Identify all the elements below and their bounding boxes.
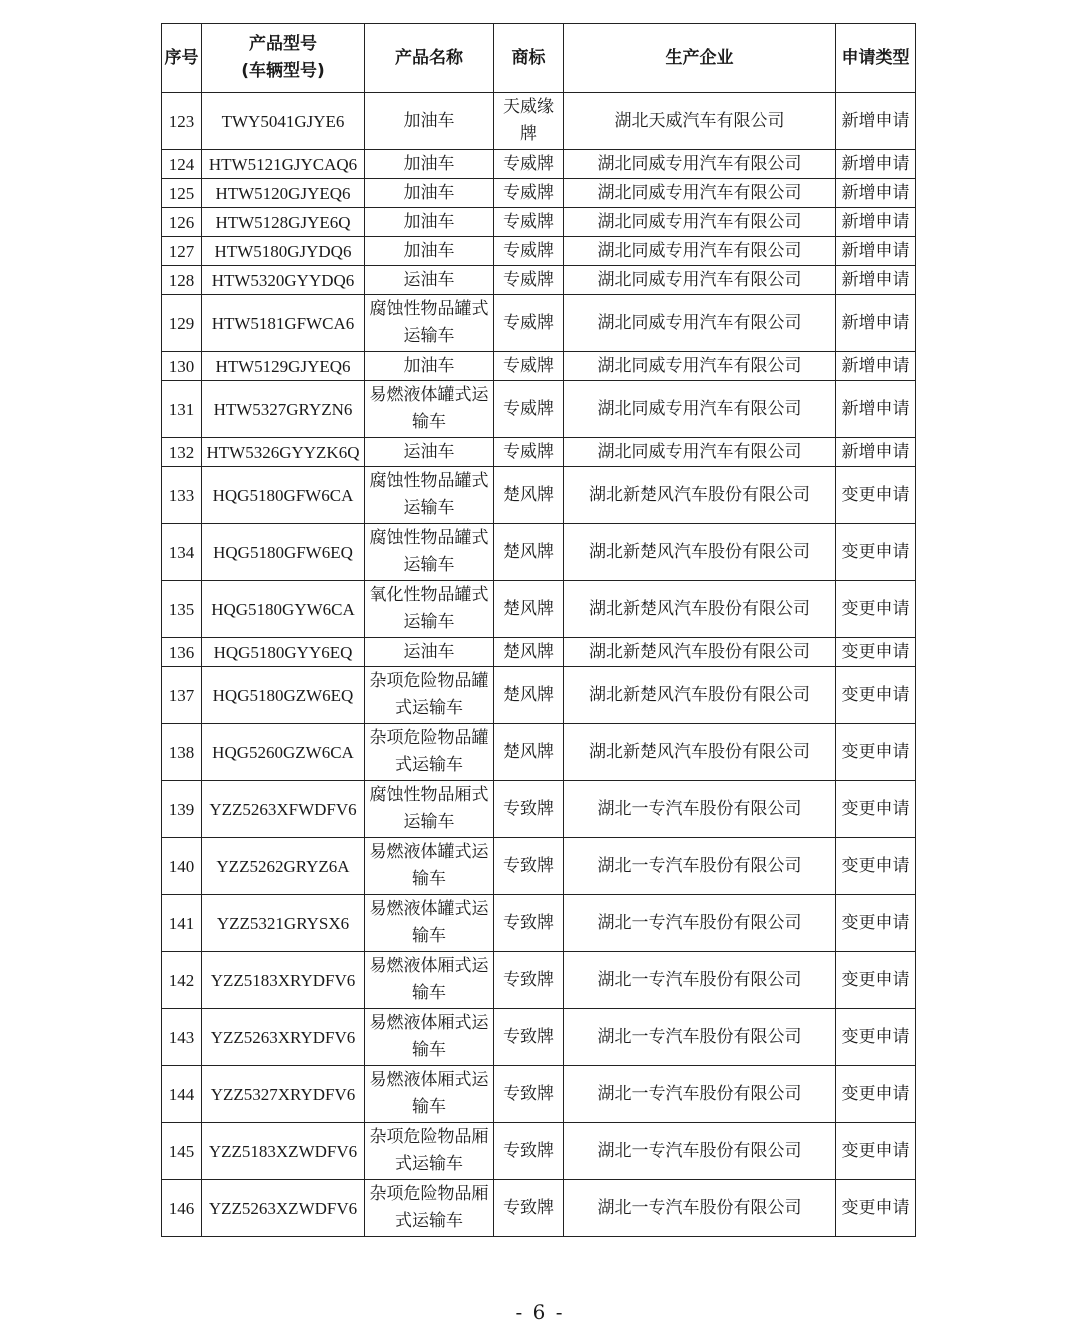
header-product-model-line2: (车辆型号) <box>241 61 325 81</box>
cell-product-model: HTW5120GJYEQ6 <box>202 179 365 208</box>
cell-application-type: 变更申请 <box>836 1066 916 1123</box>
cell-product-name: 易燃液体厢式运输车 <box>365 1009 494 1066</box>
table-row <box>162 295 916 352</box>
cell-application-type: 变更申请 <box>836 1180 916 1237</box>
cell-product-model: YZZ5263XZWDFV6 <box>202 1180 365 1237</box>
cell-brand: 专威牌 <box>494 352 564 381</box>
cell-serial-number: 127 <box>162 237 202 266</box>
table-row <box>162 781 916 838</box>
cell-brand: 楚风牌 <box>494 724 564 781</box>
cell-product-name: 运油车 <box>365 438 494 467</box>
cell-manufacturer: 湖北一专汽车股份有限公司 <box>564 1180 836 1237</box>
cell-product-name: 腐蚀性物品罐式运输车 <box>365 524 494 581</box>
table-row <box>162 581 916 638</box>
cell-application-type: 新增申请 <box>836 266 916 295</box>
table-row <box>162 895 916 952</box>
cell-brand: 天威缘牌 <box>494 93 564 150</box>
cell-manufacturer: 湖北一专汽车股份有限公司 <box>564 1123 836 1180</box>
cell-product-name: 加油车 <box>365 179 494 208</box>
cell-manufacturer: 湖北同威专用汽车有限公司 <box>564 352 836 381</box>
cell-application-type: 变更申请 <box>836 838 916 895</box>
cell-serial-number: 126 <box>162 208 202 237</box>
cell-product-model: HQG5180GFW6CA <box>202 467 365 524</box>
cell-serial-number: 141 <box>162 895 202 952</box>
cell-product-name: 运油车 <box>365 266 494 295</box>
table-row <box>162 266 916 295</box>
cell-product-name: 腐蚀性物品罐式运输车 <box>365 467 494 524</box>
cell-application-type: 新增申请 <box>836 150 916 179</box>
table-row <box>162 352 916 381</box>
table-row <box>162 952 916 1009</box>
cell-application-type: 变更申请 <box>836 638 916 667</box>
cell-manufacturer: 湖北新楚风汽车股份有限公司 <box>564 581 836 638</box>
table-row <box>162 524 916 581</box>
header-serial-number: 序号 <box>162 24 202 93</box>
cell-product-model: YZZ5263XFWDFV6 <box>202 781 365 838</box>
cell-serial-number: 142 <box>162 952 202 1009</box>
cell-product-name: 腐蚀性物品罐式运输车 <box>365 295 494 352</box>
cell-application-type: 变更申请 <box>836 524 916 581</box>
table-row <box>162 638 916 667</box>
cell-product-model: YZZ5183XRYDFV6 <box>202 952 365 1009</box>
table-row <box>162 724 916 781</box>
header-brand: 商标 <box>494 24 564 93</box>
cell-product-model: HTW5181GFWCA6 <box>202 295 365 352</box>
table-row <box>162 381 916 438</box>
cell-product-name: 杂项危险物品罐式运输车 <box>365 724 494 781</box>
cell-product-model: HTW5129GJYEQ6 <box>202 352 365 381</box>
header-application-type: 申请类型 <box>836 24 916 93</box>
cell-application-type: 新增申请 <box>836 438 916 467</box>
cell-serial-number: 131 <box>162 381 202 438</box>
cell-manufacturer: 湖北同威专用汽车有限公司 <box>564 266 836 295</box>
cell-brand: 楚风牌 <box>494 581 564 638</box>
cell-product-model: HTW5327GRYZN6 <box>202 381 365 438</box>
cell-application-type: 新增申请 <box>836 381 916 438</box>
cell-manufacturer: 湖北天威汽车有限公司 <box>564 93 836 150</box>
table-row <box>162 1066 916 1123</box>
cell-serial-number: 143 <box>162 1009 202 1066</box>
cell-serial-number: 137 <box>162 667 202 724</box>
cell-application-type: 变更申请 <box>836 895 916 952</box>
cell-brand: 专致牌 <box>494 1123 564 1180</box>
cell-manufacturer: 湖北一专汽车股份有限公司 <box>564 1009 836 1066</box>
cell-serial-number: 134 <box>162 524 202 581</box>
cell-product-name: 易燃液体厢式运输车 <box>365 1066 494 1123</box>
table-header-row <box>162 24 916 93</box>
cell-brand: 楚风牌 <box>494 524 564 581</box>
cell-manufacturer: 湖北新楚风汽车股份有限公司 <box>564 467 836 524</box>
cell-serial-number: 139 <box>162 781 202 838</box>
cell-manufacturer: 湖北同威专用汽车有限公司 <box>564 208 836 237</box>
cell-brand: 专致牌 <box>494 838 564 895</box>
cell-brand: 专威牌 <box>494 179 564 208</box>
cell-serial-number: 124 <box>162 150 202 179</box>
header-product-name: 产品名称 <box>365 24 494 93</box>
cell-brand: 专威牌 <box>494 150 564 179</box>
cell-serial-number: 123 <box>162 93 202 150</box>
cell-product-model: HTW5326GYYZK6Q <box>202 438 365 467</box>
cell-product-name: 易燃液体罐式运输车 <box>365 381 494 438</box>
table-row <box>162 179 916 208</box>
cell-product-name: 运油车 <box>365 638 494 667</box>
cell-application-type: 新增申请 <box>836 93 916 150</box>
cell-serial-number: 135 <box>162 581 202 638</box>
cell-serial-number: 138 <box>162 724 202 781</box>
vehicle-product-table <box>161 23 916 1237</box>
cell-application-type: 新增申请 <box>836 237 916 266</box>
cell-application-type: 变更申请 <box>836 1009 916 1066</box>
cell-manufacturer: 湖北一专汽车股份有限公司 <box>564 895 836 952</box>
cell-serial-number: 129 <box>162 295 202 352</box>
cell-manufacturer: 湖北同威专用汽车有限公司 <box>564 381 836 438</box>
cell-application-type: 新增申请 <box>836 179 916 208</box>
cell-product-model: TWY5041GJYE6 <box>202 93 365 150</box>
cell-application-type: 新增申请 <box>836 352 916 381</box>
cell-serial-number: 145 <box>162 1123 202 1180</box>
cell-brand: 专威牌 <box>494 295 564 352</box>
table-row <box>162 150 916 179</box>
header-product-model <box>202 24 365 93</box>
cell-product-name: 易燃液体罐式运输车 <box>365 838 494 895</box>
cell-product-model: HQG5180GYY6EQ <box>202 638 365 667</box>
cell-application-type: 新增申请 <box>836 295 916 352</box>
cell-serial-number: 146 <box>162 1180 202 1237</box>
cell-application-type: 变更申请 <box>836 724 916 781</box>
cell-brand: 专致牌 <box>494 1180 564 1237</box>
cell-manufacturer: 湖北同威专用汽车有限公司 <box>564 179 836 208</box>
table-row <box>162 438 916 467</box>
table-row <box>162 467 916 524</box>
cell-product-model: YZZ5263XRYDFV6 <box>202 1009 365 1066</box>
cell-manufacturer: 湖北一专汽车股份有限公司 <box>564 781 836 838</box>
cell-serial-number: 140 <box>162 838 202 895</box>
cell-manufacturer: 湖北新楚风汽车股份有限公司 <box>564 724 836 781</box>
cell-serial-number: 128 <box>162 266 202 295</box>
cell-manufacturer: 湖北同威专用汽车有限公司 <box>564 438 836 467</box>
cell-brand: 专致牌 <box>494 952 564 1009</box>
cell-brand: 楚风牌 <box>494 467 564 524</box>
cell-product-name: 氧化性物品罐式运输车 <box>365 581 494 638</box>
cell-product-model: HTW5180GJYDQ6 <box>202 237 365 266</box>
cell-manufacturer: 湖北同威专用汽车有限公司 <box>564 237 836 266</box>
cell-application-type: 新增申请 <box>836 208 916 237</box>
cell-manufacturer: 湖北新楚风汽车股份有限公司 <box>564 638 836 667</box>
cell-brand: 楚风牌 <box>494 638 564 667</box>
cell-application-type: 变更申请 <box>836 467 916 524</box>
table-row <box>162 93 916 150</box>
cell-product-name: 易燃液体罐式运输车 <box>365 895 494 952</box>
cell-product-name: 易燃液体厢式运输车 <box>365 952 494 1009</box>
cell-product-model: HQG5180GFW6EQ <box>202 524 365 581</box>
table-row <box>162 1009 916 1066</box>
table-row <box>162 1180 916 1237</box>
cell-brand: 楚风牌 <box>494 667 564 724</box>
header-product-model-line1: 产品型号 <box>249 34 317 54</box>
header-manufacturer: 生产企业 <box>564 24 836 93</box>
table-row <box>162 237 916 266</box>
cell-product-name: 加油车 <box>365 237 494 266</box>
cell-brand: 专致牌 <box>494 781 564 838</box>
cell-product-name: 杂项危险物品罐式运输车 <box>365 667 494 724</box>
cell-product-model: HTW5320GYYDQ6 <box>202 266 365 295</box>
cell-product-model: HTW5128GJYE6Q <box>202 208 365 237</box>
cell-application-type: 变更申请 <box>836 581 916 638</box>
cell-product-model: HQG5180GZW6EQ <box>202 667 365 724</box>
cell-product-name: 加油车 <box>365 150 494 179</box>
cell-product-name: 加油车 <box>365 352 494 381</box>
cell-brand: 专致牌 <box>494 895 564 952</box>
cell-product-name: 腐蚀性物品厢式运输车 <box>365 781 494 838</box>
cell-manufacturer: 湖北同威专用汽车有限公司 <box>564 150 836 179</box>
cell-brand: 专威牌 <box>494 208 564 237</box>
cell-serial-number: 132 <box>162 438 202 467</box>
cell-product-model: YZZ5321GRYSX6 <box>202 895 365 952</box>
cell-application-type: 变更申请 <box>836 667 916 724</box>
table-body <box>162 93 916 1237</box>
page-number: - 6 - <box>515 1300 565 1324</box>
cell-manufacturer: 湖北一专汽车股份有限公司 <box>564 1066 836 1123</box>
cell-product-name: 加油车 <box>365 93 494 150</box>
cell-brand: 专威牌 <box>494 381 564 438</box>
table-row <box>162 667 916 724</box>
cell-product-name: 杂项危险物品厢式运输车 <box>365 1180 494 1237</box>
cell-serial-number: 130 <box>162 352 202 381</box>
cell-product-name: 加油车 <box>365 208 494 237</box>
cell-product-model: HQG5260GZW6CA <box>202 724 365 781</box>
cell-manufacturer: 湖北一专汽车股份有限公司 <box>564 952 836 1009</box>
cell-product-model: HQG5180GYW6CA <box>202 581 365 638</box>
cell-product-model: YZZ5327XRYDFV6 <box>202 1066 365 1123</box>
cell-product-model: YZZ5183XZWDFV6 <box>202 1123 365 1180</box>
cell-application-type: 变更申请 <box>836 781 916 838</box>
cell-serial-number: 133 <box>162 467 202 524</box>
cell-manufacturer: 湖北新楚风汽车股份有限公司 <box>564 524 836 581</box>
cell-brand: 专威牌 <box>494 266 564 295</box>
cell-brand: 专致牌 <box>494 1009 564 1066</box>
table-row <box>162 208 916 237</box>
cell-product-name: 杂项危险物品厢式运输车 <box>365 1123 494 1180</box>
cell-brand: 专威牌 <box>494 438 564 467</box>
cell-brand: 专致牌 <box>494 1066 564 1123</box>
cell-application-type: 变更申请 <box>836 1123 916 1180</box>
cell-serial-number: 136 <box>162 638 202 667</box>
cell-application-type: 变更申请 <box>836 952 916 1009</box>
cell-serial-number: 125 <box>162 179 202 208</box>
cell-manufacturer: 湖北一专汽车股份有限公司 <box>564 838 836 895</box>
cell-brand: 专威牌 <box>494 237 564 266</box>
table-row <box>162 1123 916 1180</box>
cell-product-model: YZZ5262GRYZ6A <box>202 838 365 895</box>
cell-product-model: HTW5121GJYCAQ6 <box>202 150 365 179</box>
cell-serial-number: 144 <box>162 1066 202 1123</box>
cell-manufacturer: 湖北新楚风汽车股份有限公司 <box>564 667 836 724</box>
cell-manufacturer: 湖北同威专用汽车有限公司 <box>564 295 836 352</box>
table-row <box>162 838 916 895</box>
